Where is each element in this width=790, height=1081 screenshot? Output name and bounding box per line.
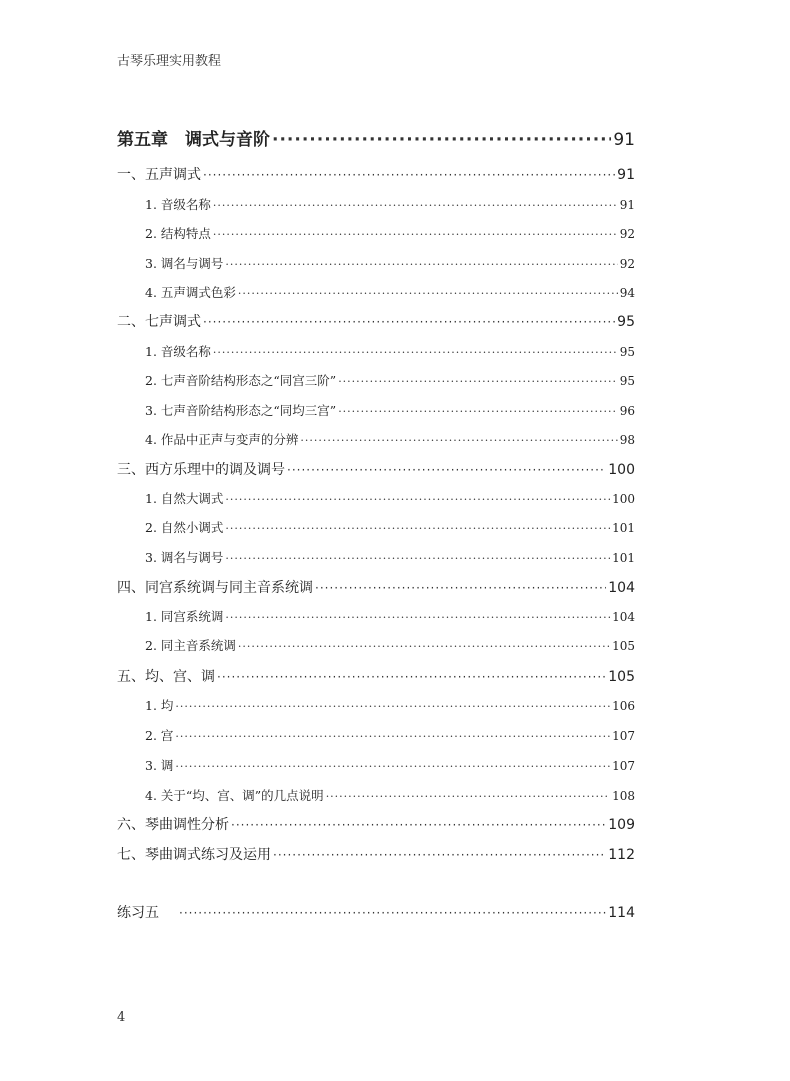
toc-subsection[interactable] bbox=[145, 518, 635, 536]
toc-page: 101 bbox=[612, 551, 635, 565]
toc-leader bbox=[213, 199, 618, 212]
toc-title: 一、五声调式 bbox=[117, 167, 201, 183]
toc-subsection[interactable] bbox=[145, 489, 635, 507]
toc-leader bbox=[315, 581, 606, 595]
toc-page: 112 bbox=[608, 847, 635, 863]
toc-leader bbox=[179, 906, 606, 920]
toc-title: 3. 调名与调号 bbox=[145, 256, 224, 271]
toc-title: 2. 结构特点 bbox=[145, 226, 211, 241]
toc-page: 109 bbox=[608, 817, 635, 833]
toc-subsection[interactable] bbox=[145, 726, 635, 744]
toc-subsection[interactable] bbox=[145, 195, 635, 213]
toc-title: 二、七声调式 bbox=[117, 314, 201, 330]
toc-page: 100 bbox=[608, 462, 635, 478]
toc-page: 107 bbox=[612, 729, 635, 743]
running-head: 古琴乐理实用教程 bbox=[117, 54, 222, 69]
toc-leader bbox=[272, 130, 611, 150]
toc-subsection[interactable] bbox=[145, 548, 635, 566]
toc-leader bbox=[217, 670, 606, 684]
toc-page: 92 bbox=[619, 227, 635, 241]
toc-leader bbox=[238, 640, 610, 653]
toc-leader bbox=[326, 790, 610, 803]
toc-title: 1. 自然大调式 bbox=[145, 491, 224, 506]
toc-title: 3. 调 bbox=[145, 758, 174, 773]
toc-title: 2. 自然小调式 bbox=[145, 520, 224, 535]
toc-leader bbox=[338, 405, 618, 418]
toc-page: 107 bbox=[612, 759, 635, 773]
toc-section-3[interactable] bbox=[117, 459, 635, 479]
toc-title: 4. 五声调式色彩 bbox=[145, 285, 236, 300]
toc-leader bbox=[203, 168, 615, 182]
toc-subsection[interactable] bbox=[145, 696, 635, 714]
toc-section-7[interactable] bbox=[117, 844, 635, 864]
toc-title: 六、琴曲调性分析 bbox=[117, 817, 229, 833]
toc-leader bbox=[225, 258, 617, 271]
toc-leader bbox=[338, 375, 618, 388]
toc-title: 3. 七声音阶结构形态之“同均三宫” bbox=[145, 403, 337, 418]
toc-page: 108 bbox=[612, 789, 635, 803]
toc-title: 三、西方乐理中的调及调号 bbox=[117, 462, 285, 478]
toc-subsection[interactable] bbox=[145, 401, 635, 419]
toc-page: 95 bbox=[617, 314, 635, 330]
toc-leader bbox=[225, 522, 610, 535]
toc-page: 91 bbox=[617, 167, 635, 183]
toc-page: 95 bbox=[619, 374, 635, 388]
toc-page: 94 bbox=[619, 286, 635, 300]
toc-title: 4. 作品中正声与变声的分辨 bbox=[145, 432, 299, 447]
toc-title: 2. 同主音系统调 bbox=[145, 638, 236, 653]
toc-title: 3. 调名与调号 bbox=[145, 550, 224, 565]
toc-leader bbox=[175, 760, 610, 773]
toc-leader bbox=[225, 611, 610, 624]
toc-leader bbox=[273, 848, 606, 862]
toc-page: 91 bbox=[619, 198, 635, 212]
toc-page: 105 bbox=[608, 669, 635, 685]
toc-leader bbox=[175, 730, 610, 743]
toc-title: 练习五 bbox=[117, 905, 159, 921]
toc-section-2[interactable] bbox=[117, 311, 635, 331]
toc-subsection[interactable] bbox=[145, 786, 635, 804]
table-of-contents bbox=[117, 0, 635, 1081]
toc-leader bbox=[225, 493, 610, 506]
toc-page: 92 bbox=[619, 257, 635, 271]
toc-page: 95 bbox=[619, 345, 635, 359]
toc-page: 106 bbox=[612, 699, 635, 713]
toc-title: 五、均、宫、调 bbox=[117, 669, 215, 685]
toc-title: 1. 均 bbox=[145, 698, 174, 713]
toc-page: 105 bbox=[612, 639, 635, 653]
toc-title: 四、同宫系统调与同主音系统调 bbox=[117, 580, 313, 596]
toc-subsection[interactable] bbox=[145, 607, 635, 625]
toc-exercise-5[interactable] bbox=[117, 902, 635, 922]
toc-page: 98 bbox=[619, 433, 635, 447]
toc-section-4[interactable] bbox=[117, 577, 635, 597]
toc-section-1[interactable] bbox=[117, 164, 635, 184]
toc-subsection[interactable] bbox=[145, 224, 635, 242]
toc-title: 1. 音级名称 bbox=[145, 344, 211, 359]
toc-title: 2. 七声音阶结构形态之“同宫三阶” bbox=[145, 373, 337, 388]
toc-leader bbox=[203, 315, 615, 329]
toc-leader bbox=[225, 552, 610, 565]
toc-subsection[interactable] bbox=[145, 342, 635, 360]
toc-page: 104 bbox=[608, 580, 635, 596]
toc-subsection[interactable] bbox=[145, 636, 635, 654]
toc-page: 96 bbox=[619, 404, 635, 418]
toc-page: 114 bbox=[608, 905, 635, 921]
toc-title: 1. 同宫系统调 bbox=[145, 609, 224, 624]
toc-subsection[interactable] bbox=[145, 254, 635, 272]
page-number: 4 bbox=[117, 1010, 126, 1025]
toc-subsection[interactable] bbox=[145, 430, 635, 448]
toc-subsection[interactable] bbox=[145, 283, 635, 301]
toc-section-6[interactable] bbox=[117, 814, 635, 834]
toc-page: 100 bbox=[612, 492, 635, 506]
toc-leader bbox=[213, 228, 618, 241]
toc-leader bbox=[238, 287, 618, 300]
toc-leader bbox=[287, 463, 606, 477]
toc-section-5[interactable] bbox=[117, 666, 635, 686]
toc-title: 4. 关于“均、宫、调”的几点说明 bbox=[145, 788, 324, 803]
toc-title: 七、琴曲调式练习及运用 bbox=[117, 847, 271, 863]
toc-leader bbox=[213, 346, 618, 359]
toc-title: 2. 宫 bbox=[145, 728, 174, 743]
toc-title: 第五章 调式与音阶 bbox=[117, 130, 270, 150]
toc-leader bbox=[300, 434, 617, 447]
toc-page: 91 bbox=[613, 130, 635, 150]
toc-title: 1. 音级名称 bbox=[145, 197, 211, 212]
toc-page: 101 bbox=[612, 521, 635, 535]
toc-subsection[interactable] bbox=[145, 371, 635, 389]
toc-subsection[interactable] bbox=[145, 756, 635, 774]
toc-leader bbox=[175, 700, 610, 713]
toc-page: 104 bbox=[612, 610, 635, 624]
toc-chapter-5[interactable] bbox=[117, 125, 635, 150]
toc-leader bbox=[231, 818, 606, 832]
